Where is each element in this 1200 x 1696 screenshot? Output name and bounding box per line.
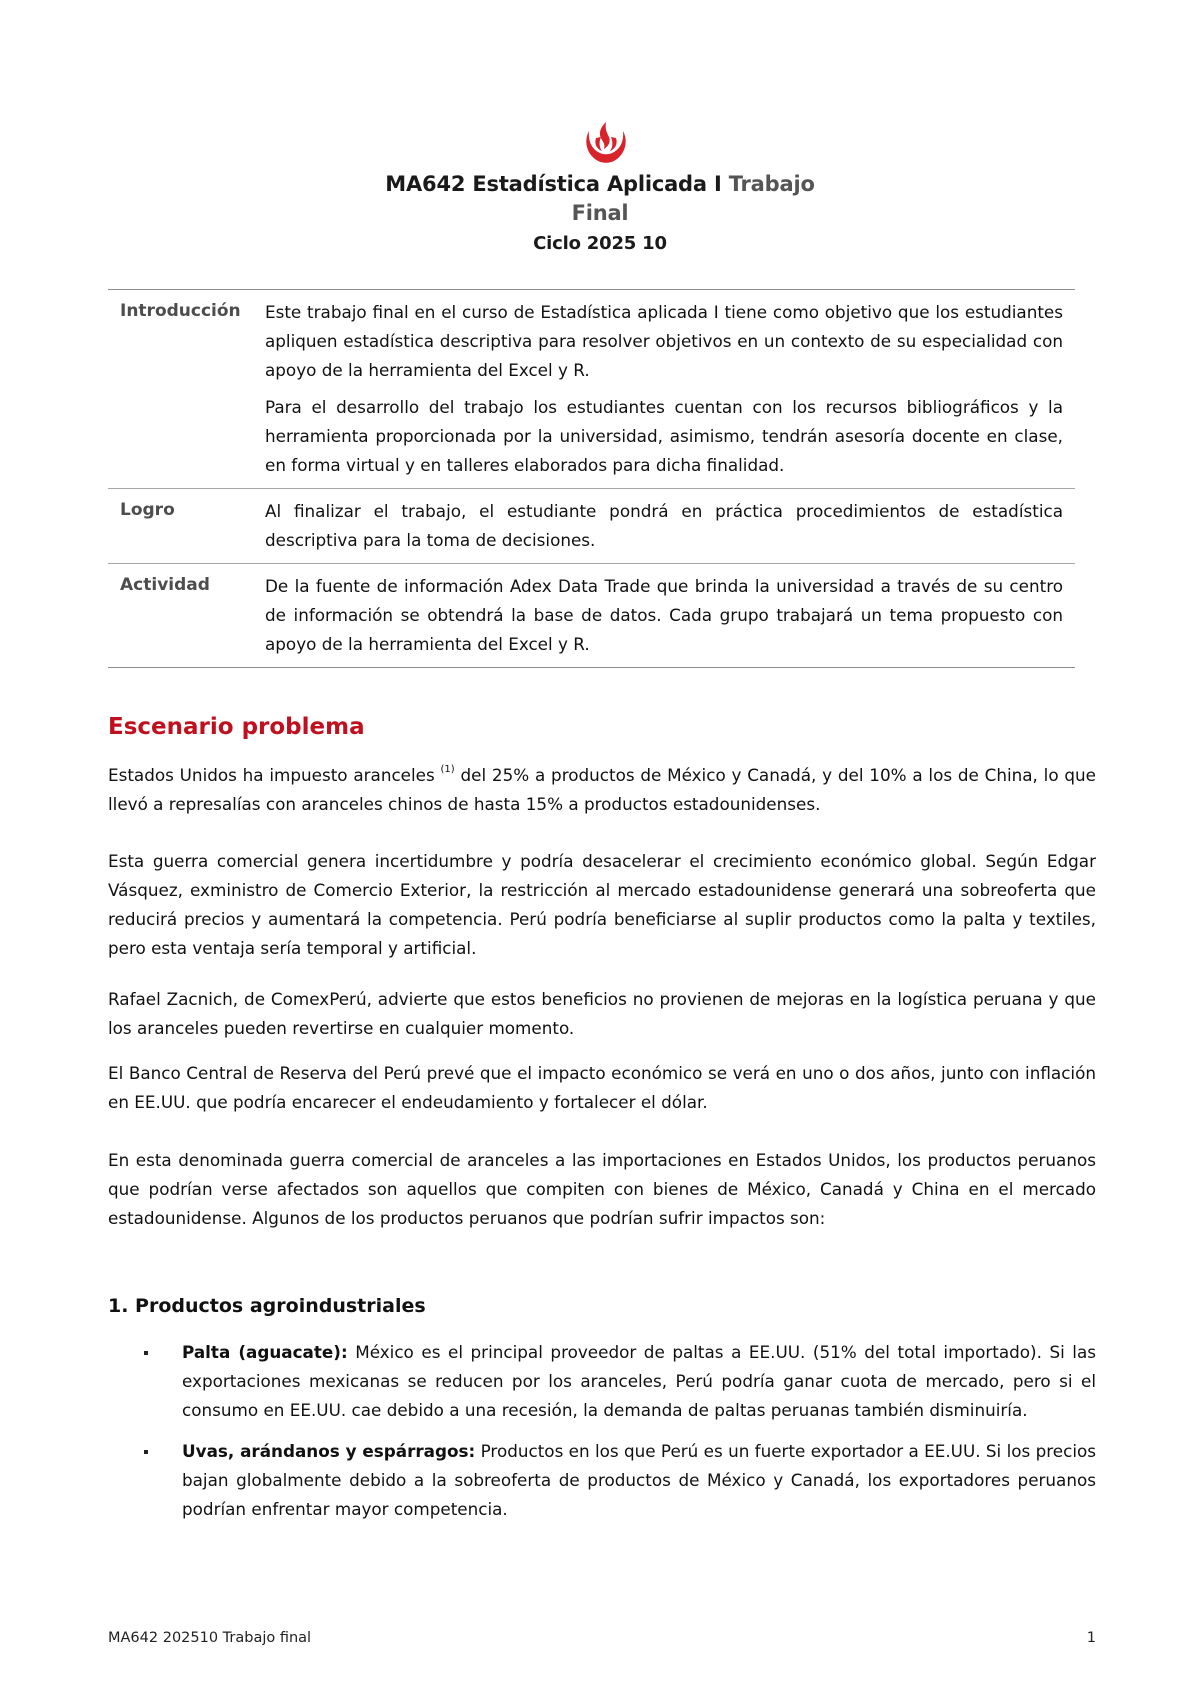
bullet-text: Productos en los que Perú es un fuerte exportador a EE.UU. Si los precios bajan globalmente debido a la sobreoferta de productos de México y Canadá, los exportadores peruanos podrían enfrentar mayor competencia. bbox=[182, 1441, 1096, 1519]
table-row-actividad bbox=[108, 563, 1075, 667]
row-label: Logro bbox=[120, 500, 175, 520]
table-row-introduccion bbox=[108, 290, 1075, 488]
subheading-agroindustriales: 1. Productos agroindustriales bbox=[108, 1295, 426, 1317]
document-title-final: Final bbox=[571, 201, 629, 225]
table-row-logro bbox=[108, 488, 1075, 563]
bullet-text: México es el principal proveedor de paltas a EE.UU. (51% del total importado). Si las exportaciones mexicanas se reducen por los aranceles, Perú podría ganar cuota de mercado, pero si el consumo en EE.UU. cae debido a una recesión, la demanda de paltas peruanas también disminuiría. bbox=[182, 1342, 1096, 1420]
footnote-ref: (1) bbox=[440, 764, 455, 775]
row-body bbox=[265, 298, 1075, 488]
cycle-label: Ciclo 2025 10 bbox=[533, 233, 667, 254]
bullet-icon bbox=[108, 1437, 182, 1524]
list-item bbox=[108, 1338, 1096, 1425]
paragraph-text: Esta guerra comercial genera incertidumbre y podría desacelerar el crecimiento económico global. Según Edgar Vásquez, exministro de Comercio Exterior, la restricción al mercado estadounidense generará una sobreoferta que reducirá precios y aumentará la competencia. Perú podría beneficiarse al suplir productos como la palta y textiles, pero esta ventaja sería temporal y artificial. bbox=[108, 851, 1096, 958]
row-label: Actividad bbox=[120, 575, 210, 595]
page-number: 1 bbox=[1086, 1630, 1096, 1646]
university-logo-icon bbox=[580, 118, 632, 170]
list-item bbox=[108, 1437, 1096, 1524]
paragraph-zacnich bbox=[108, 985, 1096, 1043]
paragraph-aranceles bbox=[108, 755, 1096, 819]
title-course: MA642 Estadística Aplicada I bbox=[385, 172, 722, 196]
document-title bbox=[0, 172, 1200, 196]
section-heading-escenario: Escenario problema bbox=[108, 714, 365, 740]
page-footer bbox=[108, 1630, 1096, 1646]
row-label: Introducción bbox=[120, 301, 241, 321]
paragraph-text: Rafael Zacnich, de ComexPerú, advierte que estos beneficios no provienen de mejoras en la logística peruana y que los aranceles pueden revertirse en cualquier momento. bbox=[108, 989, 1096, 1038]
paragraph-productos bbox=[108, 1146, 1096, 1233]
paragraph-text: Estados Unidos ha impuesto aranceles bbox=[108, 765, 435, 785]
row-paragraph: Al finalizar el trabajo, el estudiante pondrá en práctica procedimientos de estadística descriptiva para la toma de decisiones. bbox=[265, 501, 1063, 550]
footer-label: MA642 202510 Trabajo final bbox=[108, 1630, 312, 1646]
bullet-icon bbox=[108, 1338, 182, 1425]
paragraph-text: del 25% a productos de México y Canadá, y del 10% a los de China, lo que llevó a represalías con aranceles chinos de hasta 15% a productos estadounidenses. bbox=[108, 765, 1096, 814]
row-paragraph: De la fuente de información Adex Data Trade que brinda la universidad a través de su centro de información se obtendrá la base de datos. Cada grupo trabajará un tema propuesto con apoyo de la herramienta del Excel y R. bbox=[265, 576, 1063, 654]
paragraph-bcrp bbox=[108, 1059, 1096, 1117]
paragraph-text: El Banco Central de Reserva del Perú prevé que el impacto económico se verá en uno o dos años, junto con inflación en EE.UU. que podría encarecer el endeudamiento y fortalecer el dólar. bbox=[108, 1063, 1096, 1112]
row-paragraph: Este trabajo final en el curso de Estadística aplicada I tiene como objetivo que los estudiantes apliquen estadística descriptiva para resolver objetivos en un contexto de su especialidad con apoyo de la herramienta del Excel y R. bbox=[265, 302, 1063, 380]
paragraph-guerra bbox=[108, 847, 1096, 963]
intro-table bbox=[108, 289, 1075, 668]
paragraph-text: En esta denominada guerra comercial de aranceles a las importaciones en Estados Unidos, los productos peruanos que podrían verse afectados son aquellos que compiten con bienes de México, Canadá y China en el mercado estadounidense. Algunos de los productos peruanos que podrían sufrir impactos son: bbox=[108, 1150, 1096, 1228]
bullet-term: Uvas, arándanos y espárragos: bbox=[182, 1441, 476, 1461]
row-paragraph: Para el desarrollo del trabajo los estudiantes cuentan con los recursos bibliográficos y la herramienta proporcionada por la universidad, asimismo, tendrán asesoría docente en clase, en forma virtual y en talleres elaborados para dicha finalidad. bbox=[265, 397, 1063, 475]
product-bullet-list bbox=[108, 1338, 1096, 1536]
row-body bbox=[265, 497, 1075, 563]
bullet-term: Palta (aguacate): bbox=[182, 1342, 348, 1362]
title-trabajo: Trabajo bbox=[728, 172, 815, 196]
row-body bbox=[265, 572, 1075, 667]
